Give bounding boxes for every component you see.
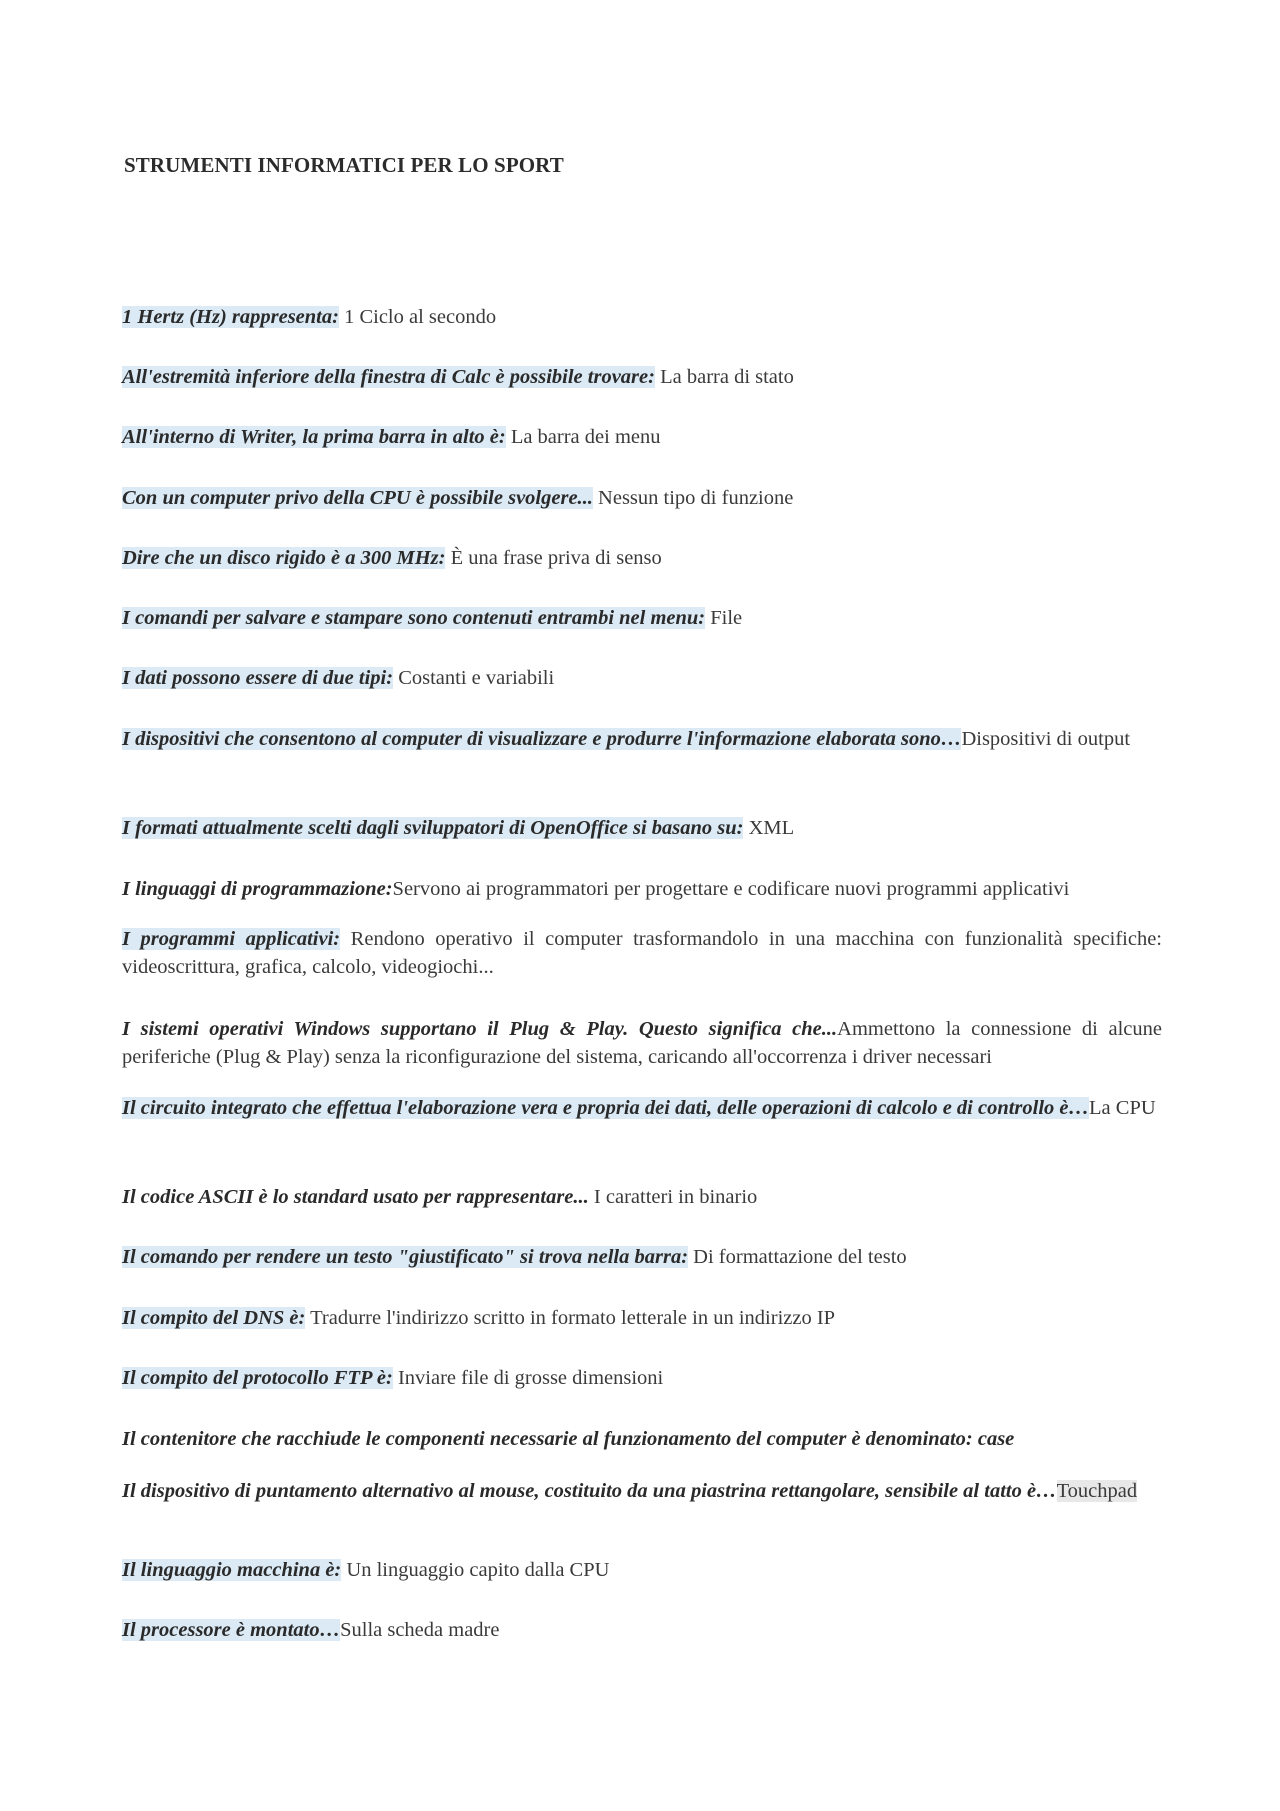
qa-item-dns bbox=[122, 1304, 1162, 1332]
qa-item-machine-language bbox=[122, 1556, 1162, 1584]
answer: Nessun tipo di funzione bbox=[592, 487, 794, 509]
question: 1 Hertz (Hz) rappresenta: bbox=[122, 306, 339, 328]
answer: È una frase priva di senso bbox=[445, 547, 662, 569]
qa-item-writer-top-bar bbox=[122, 423, 1162, 451]
qa-item-processor-mount bbox=[122, 1616, 1162, 1644]
answer: La CPU bbox=[1089, 1097, 1156, 1119]
qa-item-case bbox=[122, 1425, 1162, 1453]
qa-item-touchpad bbox=[122, 1477, 1162, 1505]
question: Il compito del DNS è: bbox=[122, 1307, 306, 1329]
qa-item-ftp bbox=[122, 1364, 1162, 1392]
answer: Costanti e variabili bbox=[393, 667, 555, 689]
answer: XML bbox=[743, 817, 795, 839]
qa-item-calc-bottom bbox=[122, 363, 1162, 391]
question: I programmi applicativi: bbox=[122, 928, 341, 950]
question: Il codice ASCII è lo standard usato per rappresentare... bbox=[122, 1186, 589, 1208]
question: Il comando per rendere un testo "giustificato" si trova nella barra: bbox=[122, 1246, 689, 1268]
question: All'interno di Writer, la prima barra in alto è: bbox=[122, 426, 506, 448]
question: I dati possono essere di due tipi: bbox=[122, 667, 394, 689]
qa-item-ascii bbox=[122, 1183, 1162, 1211]
question: Dire che un disco rigido è a 300 MHz: bbox=[122, 547, 446, 569]
answer: La barra di stato bbox=[654, 366, 794, 388]
question: Con un computer privo della CPU è possibile svolgere... bbox=[122, 487, 593, 509]
qa-item-integrated-circuit bbox=[122, 1094, 1162, 1122]
qa-item-plug-and-play bbox=[122, 1015, 1162, 1071]
answer: La barra dei menu bbox=[505, 426, 661, 448]
answer: I caratteri in binario bbox=[588, 1186, 758, 1208]
answer: Inviare file di grosse dimensioni bbox=[392, 1367, 664, 1389]
answer: Rendono operativo il computer trasformandolo in una macchina con funzionalità specifiche: videoscrittura, grafica, calcolo, videogiochi... bbox=[122, 928, 1162, 978]
qa-item-hertz bbox=[122, 303, 1162, 331]
question: Il circuito integrato che effettua l'elaborazione vera e propria dei dati, delle operazioni di calcolo e di controllo è… bbox=[122, 1097, 1090, 1119]
qa-item-programming-languages bbox=[122, 875, 1162, 903]
qa-item-justify-command bbox=[122, 1243, 1162, 1271]
question: Il dispositivo di puntamento alternativo al mouse, costituito da una piastrina rettangolare, sensibile al tatto è… bbox=[122, 1480, 1057, 1502]
question: All'estremità inferiore della finestra di Calc è possibile trovare: bbox=[122, 366, 655, 388]
answer: Servono ai programmatori per progettare e codificare nuovi programmi applicativi bbox=[392, 878, 1070, 900]
qa-item-output-devices bbox=[122, 725, 1162, 753]
question: I formati attualmente scelti dagli sviluppatori di OpenOffice si basano su: bbox=[122, 817, 744, 839]
question: I dispositivi che consentono al computer di visualizzare e produrre l'informazione elaborata sono… bbox=[122, 728, 962, 750]
answer: File bbox=[705, 607, 743, 629]
question: Il processore è montato… bbox=[122, 1619, 341, 1641]
document-title: STRUMENTI INFORMATICI PER LO SPORT bbox=[124, 153, 564, 177]
answer: Di formattazione del testo bbox=[688, 1246, 907, 1268]
qa-item-data-types bbox=[122, 664, 1162, 692]
answer: Sulla scheda madre bbox=[340, 1619, 500, 1641]
question: Il linguaggio macchina è: bbox=[122, 1559, 342, 1581]
answer: Dispositivi di output bbox=[961, 728, 1131, 750]
qa-item-application-programs bbox=[122, 925, 1162, 981]
answer: Tradurre l'indirizzo scritto in formato letterale in un indirizzo IP bbox=[305, 1307, 836, 1329]
qa-item-hard-disk-mhz bbox=[122, 544, 1162, 572]
question: I linguaggi di programmazione: bbox=[122, 878, 393, 900]
question: Il contenitore che racchiude le componenti necessarie al funzionamento del computer è denominato: case bbox=[122, 1428, 1015, 1450]
answer: Ammettono la connessione di alcune periferiche (Plug & Play) senza la riconfigurazione del sistema, caricando all'occorrenza i driver necessari bbox=[122, 1018, 1162, 1068]
qa-item-openoffice-formats bbox=[122, 814, 1162, 842]
question: I comandi per salvare e stampare sono contenuti entrambi nel menu: bbox=[122, 607, 706, 629]
qa-item-no-cpu bbox=[122, 484, 1162, 512]
qa-item-save-print-menu bbox=[122, 604, 1162, 632]
answer: 1 Ciclo al secondo bbox=[338, 306, 497, 328]
answer: Touchpad bbox=[1056, 1480, 1138, 1502]
question: I sistemi operativi Windows supportano il Plug & Play. Questo significa che... bbox=[122, 1018, 838, 1040]
answer: Un linguaggio capito dalla CPU bbox=[341, 1559, 610, 1581]
question: Il compito del protocollo FTP è: bbox=[122, 1367, 393, 1389]
